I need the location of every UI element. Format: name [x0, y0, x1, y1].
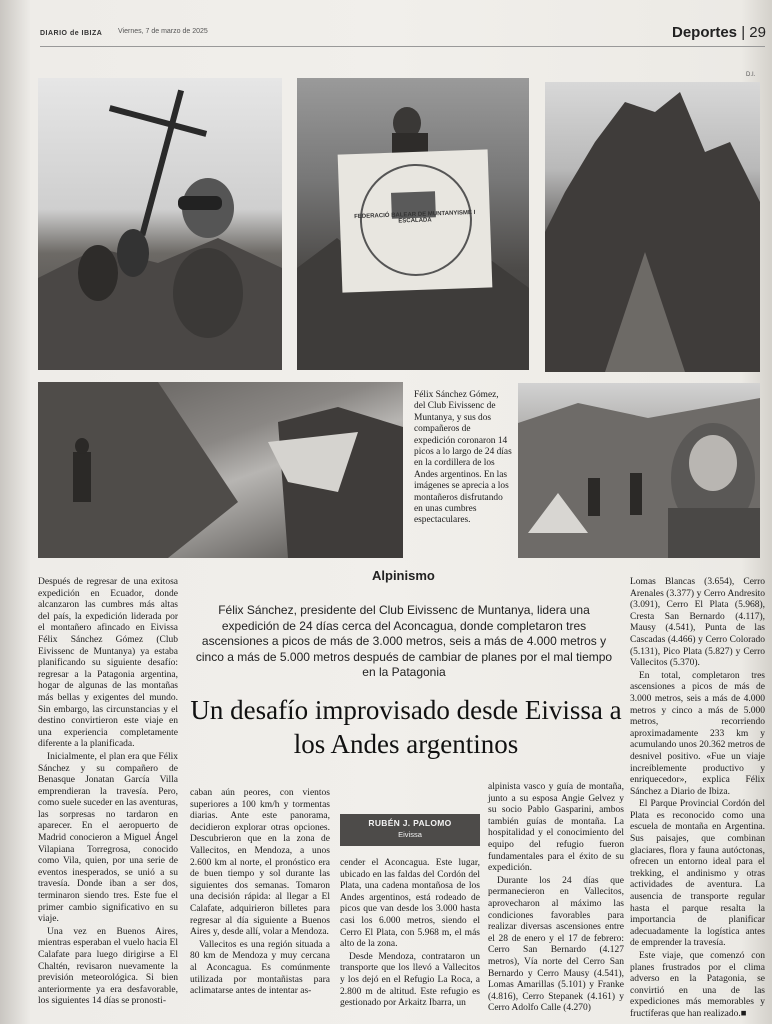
byline — [340, 814, 480, 846]
photo-caption: Félix Sánchez Gómez, del Club Eivissenc de Muntanya, y sus dos compañeros de expedición coronaron 14 picos a lo largo de 24 días en la cordillera de los Andes argentinos. En las imágenes se aprecia a los montañeros disfrutando en unas cumbres espectaculares. — [414, 390, 512, 526]
paragraph: El Parque Provincial Cordón del Plata es reconocido como una escuela de montaña en Argentina. Sus paisajes, que combinan glaciares, flora y fauna autóctonas, ofrecen un entorno ideal para el trekking, el andinismo y otras actividades de aventura. La ausencia de transporte regular hasta el parque resalta la importancia de planificar adecuadamente la logística antes de emprender la travesía. — [630, 799, 765, 949]
photo-camp-selfie — [518, 383, 760, 558]
camp-illustration — [518, 383, 760, 558]
header-rule — [40, 46, 765, 47]
paragraph: Este viaje, que comenzó con planes frustrados por el clima adverso en la Patagonia, se convirtió en una de las expediciones más memorables y fructíferas que han realizado.■ — [630, 951, 765, 1019]
headline: Un desafío improvisado desde Eivissa a los Andes argentinos — [190, 695, 622, 759]
article-column-4 — [488, 782, 624, 1016]
paragraph: Después de regresar de una exitosa expedición en Ecuador, donde alcanzaron las cumbres más altas del país, la expedición liderada por el montañero afincado en Eivissa Félix Sánchez Gómez (Club Eivissenc de Muntanya) ya estaba planificando su siguiente desafío: regresar a la Patagonia argentina, hogar de algunas de las montañas más bellas y exigentes del mundo. Sin embargo, las circunstancias y el destino convirtieron este viaje en una experiencia completamente diferente a la planificada. — [38, 577, 178, 750]
paragraph: En total, completaron tres ascensiones a picos de más de 3.000 metros, seis a más de 4.000 metros y cinco a más de 5.000 metros, recorriendo aproximadamente 233 km y acumulando unos 20.362 metros de desnivel positivo. «Fue un viaje increíblemente productivo y enriquecedor», explica Félix Sánchez a Diario de Ibiza. — [630, 670, 765, 797]
paragraph: Lomas Blancas (3.654), Cerro Arenales (3.377) y Cerro Andresito (3.091), Cerro El Plata (5.968), Cresta San Bernardo (4.117), Mausy (4.541), Punta de las Cascadas (4.466) y Cerro Colorado (5.131), Pico Plata (5.827) y Cerro Vallecitos (5.370). — [630, 577, 765, 669]
section-name: Deportes — [672, 24, 738, 41]
section-label: Alpinismo — [372, 568, 435, 583]
paragraph: Durante los 24 días que permanecieron en Vallecitos, aprovecharon al máximo las condiciones favorables para realizar diversas ascensiones entre el 28 de enero y el 17 de febrero: Cerro San Bernardo (4.127 metros), Vía norte del Cerro San Bernardo y Cerro Mausy (4.541), Lomas Amarillas (5.101) y Franke (4.816), Cerro Stepanek (4.161) y Cerro Adolfo Calle (4.270) — [488, 875, 624, 1014]
photo-jagged-peak — [545, 82, 760, 372]
paragraph: Vallecitos es una región situada a 80 km de Mendoza y muy cercana al Aconcagua. Es comúnmente utilizada por montañistas para aclimatarse antes de intentar as- — [190, 939, 330, 997]
page-number: | 29 — [741, 24, 766, 41]
article-column-5 — [630, 577, 765, 1022]
section-header — [672, 24, 766, 41]
byline-author: RUBÉN J. PALOMO — [368, 818, 452, 828]
jagged-peak-illustration — [545, 82, 760, 372]
valley-illustration — [38, 382, 403, 558]
paragraph: Inicialmente, el plan era que Félix Sánchez y su compañero de Benasque Jonatan García Villa emprendieran la travesía. Pero, como suele suceder en las aventuras, las sorpresas no tardaron en aparecer. En el aeropuerto de Madrid conocieron a Miguel Ángel Vilapiana Torregrosa, conocido como Vila, quien, por una serie de eventos inesperados, se unió a su travesía. Donde iban a ser dos, terminaron siendo tres. Este fue el primer cambio significativo en su viaje. — [38, 751, 178, 925]
article-column-3 — [340, 858, 480, 1011]
subheadline: Félix Sánchez, presidente del Club Eivissenc de Muntanya, lidera una expedición de 24 días cerca del Aconcagua, donde completaron tres ascensiones a picos de más de 3.000 metros, seis a más de 4.000 metros y cinco a más de 5.000 metros después de cambiar de planes por el mal tiempo en la Patagonia — [195, 603, 613, 679]
paragraph: Una vez en Buenos Aires, mientras esperaban el vuelo hacia El Calafate para luego dirigirse a El Chaltén, revisaron nuevamente la previsión meteorológica. Si bien anteriormente ya era desfavorable, los siguientes 14 días se pronosti- — [38, 926, 178, 1007]
federation-flag — [338, 149, 493, 292]
byline-location: Eivissa — [398, 830, 422, 839]
flag-text: FEDERACIÓ BALEAR DE MUNTANYISME I ESCALADA — [354, 209, 476, 225]
masthead: DIARIO de IBIZA — [40, 30, 103, 37]
article-column-1 — [38, 577, 178, 1009]
photo-credit: D.I. — [746, 72, 756, 78]
article-column-2 — [190, 788, 330, 999]
paragraph: alpinista vasco y guía de montaña, junto a su esposa Angie Gelvez y su socio Pablo Gasparini, ambos también guías de montaña. La hospitalidad y el conocimiento del equipo del refugio fueron fundamentales para el éxito de su expedición. — [488, 782, 624, 874]
issue-date: Viernes, 7 de marzo de 2025 — [118, 28, 208, 35]
paragraph: Desde Mendoza, contrataron un transporte que los llevó a Vallecitos y los dejó en el Refugio La Roca, a 2.800 m de altitud. Este refugio es gestionado por Arkaitz Ibarra, un — [340, 951, 480, 1009]
summit-cross-illustration — [38, 78, 282, 370]
paragraph: cender el Aconcagua. Este lugar, ubicado en las faldas del Cordón del Plata, una cadena montañosa de los Andes argentinos, está rodeado de picos que van desde los 3.000 hasta casi los 6.000 metros, siendo el Cerro El Plata, con 5.968 m, el más alto de la zona. — [340, 858, 480, 950]
photo-summit-cross — [38, 78, 282, 370]
photo-valley-hiker — [38, 382, 403, 558]
paragraph: caban aún peores, con vientos superiores a 100 km/h y tormentas diarias. Ante este panorama, decidieron explorar otras opciones. Descubrieron que en la zona de Vallecitos, en Mendoza, a unos 2.600 km al norte, el pronóstico era de buen tiempo y sol durante las siguientes dos semanas. Tomaron una decisión rápida: al llegar a El Calafate, adquirieron billetes para regresar al día siguiente a Buenos Aires y, desde allí, volar a Mendoza. — [190, 788, 330, 938]
